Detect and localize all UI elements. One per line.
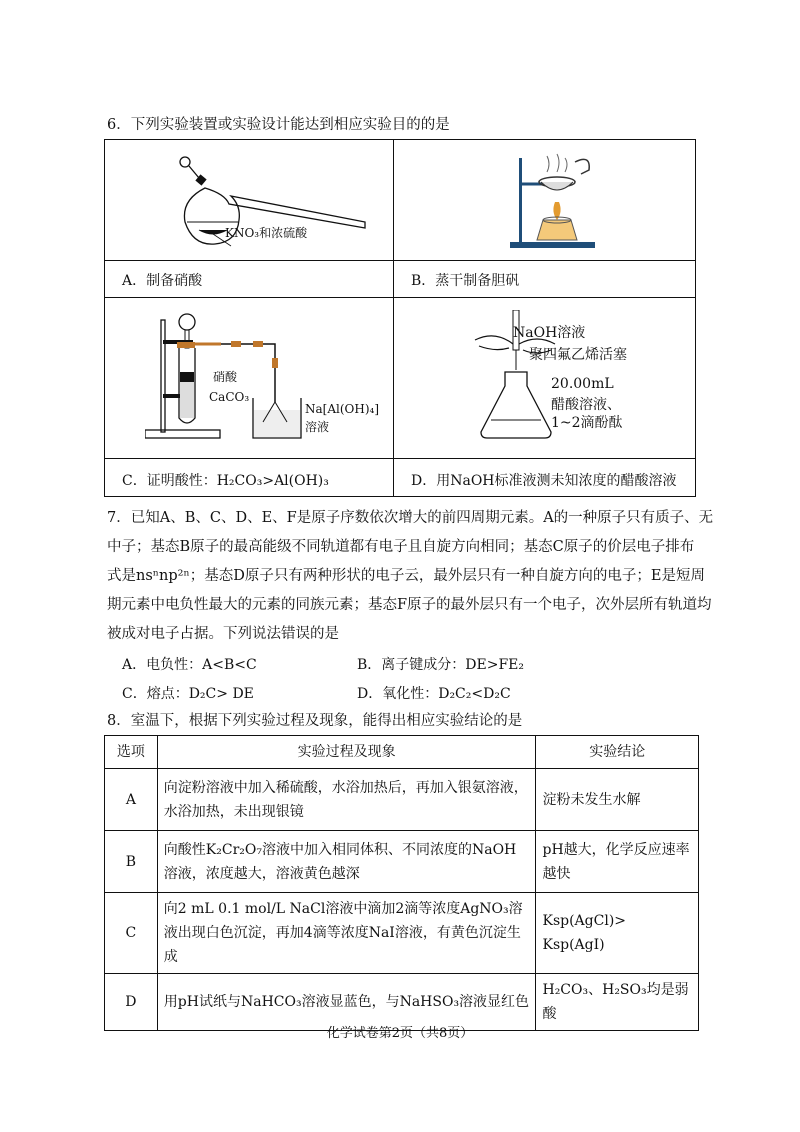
q8-header-process: 实验过程及现象 (157, 736, 536, 769)
table-row (105, 769, 699, 831)
q8-stem: 8．室温下，根据下列实验过程及现象，能得出相应实验结论的是 (107, 713, 523, 729)
q8-row-c-process: 向2 mL 0.1 mol/L NaCl溶液中滴加2滴等浓度AgNO₃溶液出现白色沉淀，再加4滴等浓度NaI溶液，有黄色沉淀生成 (157, 893, 536, 974)
table-row (105, 831, 699, 893)
q6-table (104, 139, 696, 497)
q8-header-option: 选项 (105, 736, 158, 769)
fig-d-label-acetic: 醋酸溶液、 (551, 397, 621, 413)
q8-row-b-process: 向酸性K₂Cr₂O₇溶液中加入相同体积、不同浓度的NaOH溶液，浓度越大，溶液黄色越深 (157, 831, 536, 893)
q8-row-b-option: B (105, 831, 158, 893)
q7-line-2: 中子；基态B原子的最高能级不同轨道都有电子且自旋方向相同；基态C原子的价层电子排布 (107, 539, 695, 555)
fig-c-label-caco3: CaCO₃ (209, 390, 250, 404)
fig-d-label-naoh: NaOH溶液 (513, 325, 586, 341)
q6-stem: 6．下列实验装置或实验设计能达到相应实验目的的是 (107, 117, 450, 133)
fig-c-label-naaloh4: Na[Al(OH)₄] (305, 402, 379, 416)
q6-option-d: D．用NaOH标准液测未知浓度的醋酸溶液 (411, 473, 677, 489)
fig-c-label-acid: 硝酸 (213, 370, 238, 384)
q8-row-c-conclusion: Ksp(AgCl)> Ksp(AgI) (536, 893, 699, 974)
q8-row-a-conclusion: 淀粉未发生水解 (536, 769, 699, 831)
q8-row-d-process: 用pH试纸与NaHCO₃溶液显蓝色，与NaHSO₃溶液显红色 (157, 974, 536, 1031)
q8-row-b-conclusion: pH越大，化学反应速率越快 (536, 831, 699, 893)
q7-line-4: 期元素中电负性最大的元素的同族元素；基态F原子的最外层只有一个电子，次外层所有轨道均 (107, 597, 712, 613)
q6-option-b: B．蒸干制备胆矾 (411, 273, 520, 289)
q8-row-a-option: A (105, 769, 158, 831)
q8-row-c-option: C (105, 893, 158, 974)
q7-option-d: D．氧化性：D₂C₂<D₂C (357, 686, 511, 702)
fig-d-label-stopcock: 聚四氟乙烯活塞 (529, 347, 627, 363)
table-row (105, 893, 699, 974)
q8-header-conclusion: 实验结论 (536, 736, 699, 769)
q8-row-a-process: 向淀粉溶液中加入稀硫酸，水浴加热后，再加入银氨溶液，水浴加热，未出现银镜 (157, 769, 536, 831)
evaporation-apparatus-figure (505, 150, 615, 250)
q8-row-d-conclusion: H₂CO₃、H₂SO₃均是弱酸 (536, 974, 699, 1031)
q7-line-1: 7．已知A、B、C、D、E、F是原子序数依次增大的前四周期元素。A的一种原子只有质子、无 (107, 510, 714, 526)
q8-row-d-option: D (105, 974, 158, 1031)
q8-header-row (105, 736, 699, 769)
q8-table (104, 735, 699, 1031)
q7-option-c: C．熔点：D₂C> DE (122, 686, 254, 702)
fig-c-label-solution: 溶液 (305, 420, 330, 434)
q7-line-5: 被成对电子占据。下列说法错误的是 (107, 626, 339, 642)
q7-line-3: 式是nsⁿnp²ⁿ；基态D原子只有两种形状的电子云，最外层只有一种自旋方向的电子；E是短周 (107, 568, 705, 584)
q7-option-b: B．离子键成分：DE>FE₂ (357, 657, 525, 673)
fig-d-label-volume: 20.00mL (551, 376, 614, 392)
q7-option-a: A．电负性：A<B<C (122, 657, 257, 673)
fig-d-label-indicator: 1~2滴酚酞 (551, 415, 623, 431)
fig-a-label: KNO₃和浓硫酸 (225, 226, 308, 240)
q6-option-c: C．证明酸性：H₂CO₃>Al(OH)₃ (122, 473, 329, 489)
page-footer: 化学试卷第2页（共8页） (326, 1026, 474, 1041)
q6-option-a: A．制备硝酸 (122, 273, 203, 289)
